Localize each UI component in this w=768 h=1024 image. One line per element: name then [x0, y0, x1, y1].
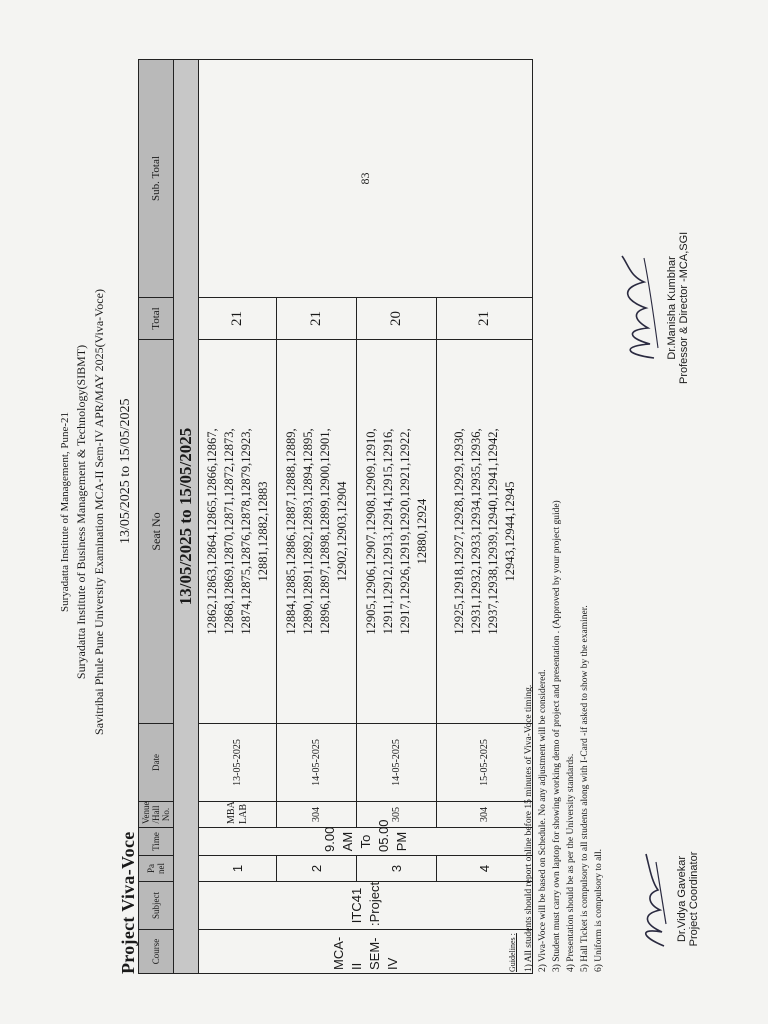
total-cell: 21 — [277, 298, 357, 340]
col-course: Course — [139, 930, 174, 974]
seat-line: 12881,12882,12883 — [255, 481, 270, 582]
date-cell: 14-05-2025 — [357, 724, 437, 802]
document-sheet — [34, 40, 734, 984]
signature-block-left — [634, 844, 700, 954]
guideline-item: 6) Uniform is compulsory to all. — [594, 849, 604, 972]
total-cell: 20 — [357, 298, 437, 340]
sub-total-cell: 83 — [199, 60, 533, 298]
venue-cell: 305 — [357, 802, 437, 828]
venue-cell: MBA LAB — [199, 802, 277, 828]
seat-line: 12943,12944,12945 — [502, 481, 517, 582]
table-header-row — [139, 60, 174, 974]
signatory-role-left: Project Coordinator — [688, 851, 700, 947]
seat-line: 12917,12926,12919,12920,12921,12922, — [397, 428, 412, 635]
seat-cell — [357, 340, 437, 724]
total-cell: 21 — [437, 298, 533, 340]
guideline-item: 4) Presentation should be as per the University standards. — [566, 753, 576, 972]
range-banner: 13/05/2025 to 15/05/2025 — [174, 60, 199, 974]
seat-cell — [199, 340, 277, 724]
date-cell: 15-05-2025 — [437, 724, 533, 802]
guideline-item: 1) All students should report online before 15 minutes of Viva-Voce timing. — [524, 684, 534, 972]
range-banner-row — [174, 60, 199, 974]
panel-cell: 4 — [437, 856, 533, 882]
total-cell: 21 — [199, 298, 277, 340]
seat-line: 12931,12932,12933,12934,12935,12936, — [468, 428, 483, 635]
seat-line: 12911,12912,12913,12914,12915,12916, — [380, 428, 395, 635]
schedule-table — [138, 59, 533, 974]
col-time: Time — [139, 828, 174, 856]
panel-cell: 3 — [357, 856, 437, 882]
seat-line: 12905,12906,12907,12908,12909,12910, — [363, 428, 378, 635]
seat-line: 12890,12891,12892,12893,12894,12895, — [300, 428, 315, 635]
guideline-item: 5) Hall Ticket is compulsory to all students along with I-Card -if asked to show by the examiner. — [580, 605, 590, 972]
seat-line: 12925,12918,12927,12928,12929,12930, — [451, 428, 466, 635]
col-sub-total: Sub. Total — [139, 60, 174, 298]
time-cell: 9.00 AM To 05.00 PM — [199, 828, 533, 856]
signature-block-right — [614, 232, 690, 384]
date-cell: 13-05-2025 — [199, 724, 277, 802]
page-title: Project Viva-Voce — [118, 831, 138, 974]
handwritten-signature-right — [614, 248, 664, 368]
institute-line: Suryadatta Institute of Management, Pune-21 — [59, 411, 71, 613]
handwritten-signature-left — [634, 844, 674, 954]
guidelines-block — [506, 272, 606, 972]
table-row — [199, 60, 277, 974]
signatory-name-left: Dr.Vidya Gavekar — [676, 856, 688, 943]
signatory-role-right: Professor & Director -MCA,SGI — [678, 231, 690, 384]
date-cell: 14-05-2025 — [277, 724, 357, 802]
col-total: Total — [139, 298, 174, 340]
course-cell: MCA- II SEM- IV — [199, 930, 533, 974]
seat-line: 12937,12938,12939,12940,12941,12942, — [485, 428, 500, 635]
seat-line: 12884,12885,12886,12887,12888,12889, — [283, 428, 298, 635]
col-panel: Pa nel — [139, 856, 174, 882]
panel-cell: 1 — [199, 856, 277, 882]
seat-line: 12880,12924 — [414, 498, 429, 565]
seat-line: 12862,12863,12864,12865,12866,12867, — [204, 428, 219, 635]
venue-cell: 304 — [277, 802, 357, 828]
school-line: Suryadatta Institute of Business Management & Technology(SIBMT) — [74, 344, 88, 680]
col-venue: Venue /Hall No. — [139, 802, 174, 828]
subject-cell: ITC41 :Project — [199, 882, 533, 930]
venue-cell: 304 — [437, 802, 533, 828]
panel-cell: 2 — [277, 856, 357, 882]
seat-line: 12874,12875,12876,12878,12879,12923, — [238, 428, 253, 635]
col-seat-no: Seat No — [139, 340, 174, 724]
guideline-item: 2) Viva-Voce will be based on Schedule. No any adjustment will be considered. — [538, 669, 548, 972]
title-date-range: 13/05/2025 to 15/05/2025 — [118, 398, 133, 544]
signatory-name-right: Dr.Manisha Kumbhar — [666, 256, 678, 360]
guideline-item: 3) Student must carry own laptop for showing working demo of project and presentation . (Approved by your project guide) — [552, 500, 562, 972]
seat-line: 12868,12869,12870,12871,12872,12873, — [221, 428, 236, 635]
col-date: Date — [139, 724, 174, 802]
exam-line: Savitribai Phule Pune University Examination MCA-II Sem-IV APR/MAY 2025(Viva-Voce) — [92, 289, 106, 735]
col-subject: Subject — [139, 882, 174, 930]
guidelines-title: Guidelines : — [508, 933, 517, 972]
seat-cell — [277, 340, 357, 724]
seat-line: 12896,12897,12898,12899,12900,12901, — [317, 428, 332, 635]
seat-line: 12902,12903,12904 — [334, 481, 349, 582]
